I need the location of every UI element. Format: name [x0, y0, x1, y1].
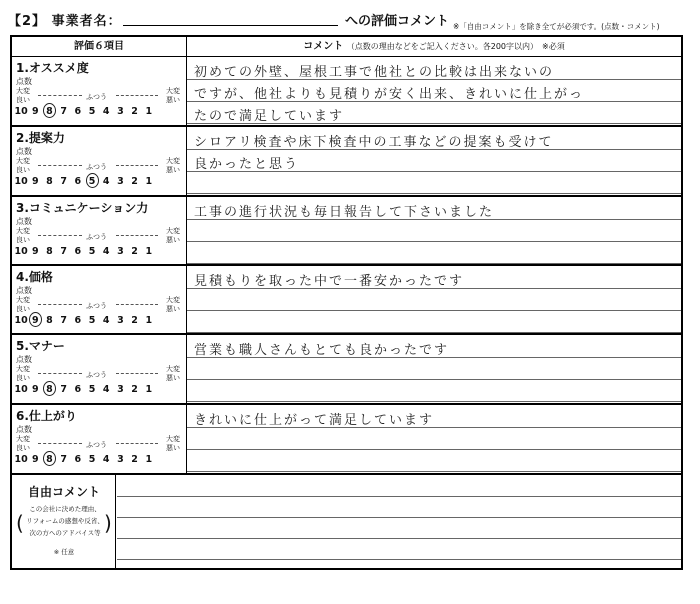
scale-right-top: 大変: [166, 157, 180, 165]
comment-line[interactable]: [187, 310, 681, 311]
comment-column-note: （点数の理由などをご記入ください。各200字以内） ※必須: [346, 42, 565, 51]
criterion-section: [12, 335, 681, 405]
score-option[interactable]: 1: [145, 384, 153, 395]
scale-right-top: 大変: [166, 87, 180, 95]
score-numbers: [14, 176, 186, 187]
comment-column-header: [187, 37, 681, 57]
scale-left-bottom: 良い: [16, 236, 30, 244]
left-paren: (: [16, 511, 24, 535]
score-option[interactable]: 6: [74, 106, 82, 117]
free-comment-line[interactable]: [117, 496, 681, 497]
score-option[interactable]: 9: [31, 176, 39, 187]
scale-left-arrow: [38, 95, 82, 96]
scale-left-arrow: [38, 443, 82, 444]
header-title: 【2】 事業者名：: [8, 14, 122, 29]
score-option[interactable]: 2: [131, 176, 138, 187]
score-numbers: [14, 454, 186, 465]
scale-right-arrow: [116, 95, 158, 96]
scale-left-arrow: [38, 165, 82, 166]
score-option[interactable]: 8: [42, 454, 56, 465]
handwritten-comment: 工事の進行状況も毎日報告して下さいました: [194, 205, 495, 220]
score-option[interactable]: 4: [102, 106, 110, 117]
free-comment-line[interactable]: [117, 538, 681, 539]
score-numbers: [14, 246, 186, 257]
comment-line[interactable]: [187, 241, 681, 242]
handwritten-comment: シロアリ検査や床下検査中の工事などの提案も受けて: [194, 135, 554, 150]
criterion-title: 1.オススメ度: [16, 61, 89, 75]
score-option[interactable]: 3: [117, 176, 124, 187]
score-option[interactable]: 9: [31, 454, 39, 465]
required-note: ※「自由コメント」を除き全てが必須です。(点数・コメント): [453, 22, 660, 31]
comment-line[interactable]: [187, 193, 681, 194]
free-comment-title: 自由コメント: [27, 485, 100, 499]
score-option[interactable]: 10: [14, 384, 28, 395]
scale-right-bottom: 悪い: [166, 444, 180, 452]
evaluation-form: [10, 35, 683, 570]
handwritten-comment: 良かったと思う: [194, 157, 300, 172]
scale-middle: ふつう: [86, 441, 107, 449]
right-paren: ): [104, 511, 112, 535]
eval-column-label: 評価６項目: [74, 41, 124, 52]
score-numbers: [14, 384, 186, 395]
scale-right-arrow: [116, 165, 158, 166]
free-desc-line: リフォームの感想や反省、: [26, 517, 104, 525]
score-option[interactable]: 6: [74, 176, 82, 187]
score-option[interactable]: 4: [102, 454, 110, 465]
scale-right-top: 大変: [166, 435, 180, 443]
score-option[interactable]: 4: [102, 246, 110, 257]
comment-line[interactable]: [187, 449, 681, 450]
score-option[interactable]: 1: [145, 176, 153, 187]
scale-left-bottom: 良い: [16, 96, 30, 104]
score-option[interactable]: 7: [60, 384, 67, 395]
comment-line[interactable]: [187, 401, 681, 402]
criterion-section: [12, 197, 681, 266]
score-label: 点数: [16, 147, 32, 156]
scale-left-top: 大変: [16, 157, 30, 165]
score-option[interactable]: 3: [117, 384, 124, 395]
comment-column-label: コメント: [303, 41, 344, 52]
score-option[interactable]: 1: [145, 246, 153, 257]
score-option[interactable]: 7: [60, 106, 67, 117]
score-option[interactable]: 6: [74, 246, 82, 257]
score-option[interactable]: 3: [117, 106, 124, 117]
score-label: 点数: [16, 425, 32, 434]
score-option[interactable]: 10: [14, 176, 28, 187]
score-option[interactable]: 5: [88, 246, 96, 257]
score-option[interactable]: 10: [14, 106, 28, 117]
score-option[interactable]: 3: [117, 315, 124, 326]
company-name-line[interactable]: [123, 25, 338, 26]
score-option[interactable]: 5: [88, 384, 96, 395]
comment-line[interactable]: [187, 332, 681, 333]
scale-right-bottom: 悪い: [166, 166, 180, 174]
scale-right-bottom: 悪い: [166, 236, 180, 244]
score-numbers: [14, 315, 186, 326]
scale-left-arrow: [38, 304, 82, 305]
score-option[interactable]: 10: [14, 454, 28, 465]
score-option[interactable]: 2: [131, 384, 138, 395]
scale-left-arrow: [38, 235, 82, 236]
free-comment-line[interactable]: [117, 517, 681, 518]
criterion-title: 5.マナー: [16, 339, 65, 353]
handwritten-comment: たので満足しています: [194, 109, 345, 124]
free-comment-description: [24, 503, 106, 539]
scale-left-top: 大変: [16, 435, 30, 443]
handwritten-comment: きれいに仕上がって満足しています: [194, 413, 435, 428]
score-option[interactable]: 10: [14, 246, 28, 257]
score-option[interactable]: 1: [145, 106, 153, 117]
scale-right-bottom: 悪い: [166, 96, 180, 104]
scale-left-bottom: 良い: [16, 374, 30, 382]
scale-left-top: 大変: [16, 227, 30, 235]
criterion-section: [12, 127, 681, 197]
handwritten-comment: 営業も職人さんもとても良かったです: [194, 343, 450, 358]
criterion-section: [12, 57, 681, 127]
free-desc-line: 次の方へのアドバイス等: [29, 529, 101, 537]
criterion-title: 6.仕上がり: [16, 409, 77, 423]
score-label: 点数: [16, 355, 32, 364]
criterion-section: [12, 405, 681, 475]
handwritten-comment: ですが、他社よりも見積りが安く出来、きれいに仕上がっ: [194, 87, 585, 102]
comment-line[interactable]: [187, 471, 681, 472]
scale-left-bottom: 良い: [16, 444, 30, 452]
scale-middle: ふつう: [86, 93, 107, 101]
handwritten-comment: 見積もりを取った中で一番安かったです: [194, 274, 465, 289]
scale-right-top: 大変: [166, 227, 180, 235]
score-option[interactable]: 2: [131, 246, 138, 257]
scale-right-top: 大変: [166, 365, 180, 373]
score-option[interactable]: 6: [74, 384, 82, 395]
score-option[interactable]: 10: [14, 315, 28, 326]
scale-right-bottom: 悪い: [166, 305, 180, 313]
score-option[interactable]: 9: [31, 384, 39, 395]
scale-left-top: 大変: [16, 296, 30, 304]
score-option[interactable]: 4: [102, 315, 110, 326]
score-option[interactable]: 8: [46, 176, 53, 187]
eval-column-header: [12, 37, 187, 57]
score-option[interactable]: 1: [145, 315, 153, 326]
score-option[interactable]: 8: [42, 106, 56, 117]
scale-left-top: 大変: [16, 87, 30, 95]
score-option[interactable]: 9: [31, 246, 39, 257]
criterion-title: 3.コミュニケーション力: [16, 201, 149, 215]
scale-left-top: 大変: [16, 365, 30, 373]
header-suffix: への評価コメント: [345, 14, 450, 29]
score-option[interactable]: 9: [31, 106, 39, 117]
comment-line[interactable]: [187, 379, 681, 380]
free-comment-optional-note: ※ 任意: [53, 548, 75, 556]
score-option[interactable]: 5: [85, 176, 99, 187]
score-option[interactable]: 3: [117, 246, 124, 257]
score-option[interactable]: 9: [28, 315, 42, 326]
score-option[interactable]: 7: [60, 246, 67, 257]
score-numbers: [14, 106, 186, 117]
scale-middle: ふつう: [86, 302, 107, 310]
score-option[interactable]: 5: [88, 315, 96, 326]
score-option[interactable]: 1: [145, 454, 153, 465]
handwritten-comment: 初めての外壁、屋根工事で他社との比較は出来ないの: [194, 65, 555, 80]
score-option[interactable]: 6: [74, 454, 82, 465]
score-label: 点数: [16, 286, 32, 295]
scale-right-top: 大変: [166, 296, 180, 304]
scale-middle: ふつう: [86, 233, 107, 241]
free-comment-label-box: [12, 475, 116, 570]
scale-right-arrow: [116, 304, 158, 305]
criterion-section: [12, 266, 681, 335]
score-option[interactable]: 5: [88, 454, 96, 465]
score-option[interactable]: 8: [46, 315, 53, 326]
scale-middle: ふつう: [86, 163, 107, 171]
score-option[interactable]: 4: [102, 384, 110, 395]
scale-left-bottom: 良い: [16, 305, 30, 313]
scale-left-bottom: 良い: [16, 166, 30, 174]
criterion-title: 2.提案力: [16, 131, 65, 145]
score-option[interactable]: 8: [46, 246, 53, 257]
score-option[interactable]: 7: [60, 176, 67, 187]
score-option[interactable]: 2: [131, 454, 138, 465]
score-label: 点数: [16, 217, 32, 226]
scale-right-arrow: [116, 235, 158, 236]
score-option[interactable]: 5: [88, 106, 96, 117]
free-comment-line[interactable]: [117, 559, 681, 560]
score-option[interactable]: 6: [74, 315, 82, 326]
free-desc-line: この会社に決めた理由、: [29, 505, 101, 513]
scale-right-arrow: [116, 373, 158, 374]
scale-middle: ふつう: [86, 371, 107, 379]
comment-line[interactable]: [187, 263, 681, 264]
criterion-title: 4.価格: [16, 270, 53, 284]
score-label: 点数: [16, 77, 32, 86]
score-option[interactable]: 7: [60, 454, 67, 465]
scale-right-bottom: 悪い: [166, 374, 180, 382]
score-option[interactable]: 3: [117, 454, 124, 465]
scale-left-arrow: [38, 373, 82, 374]
score-option[interactable]: 2: [131, 106, 138, 117]
score-option[interactable]: 2: [131, 315, 138, 326]
score-option[interactable]: 8: [42, 384, 56, 395]
score-option[interactable]: 7: [60, 315, 67, 326]
scale-right-arrow: [116, 443, 158, 444]
score-option[interactable]: 4: [102, 176, 110, 187]
